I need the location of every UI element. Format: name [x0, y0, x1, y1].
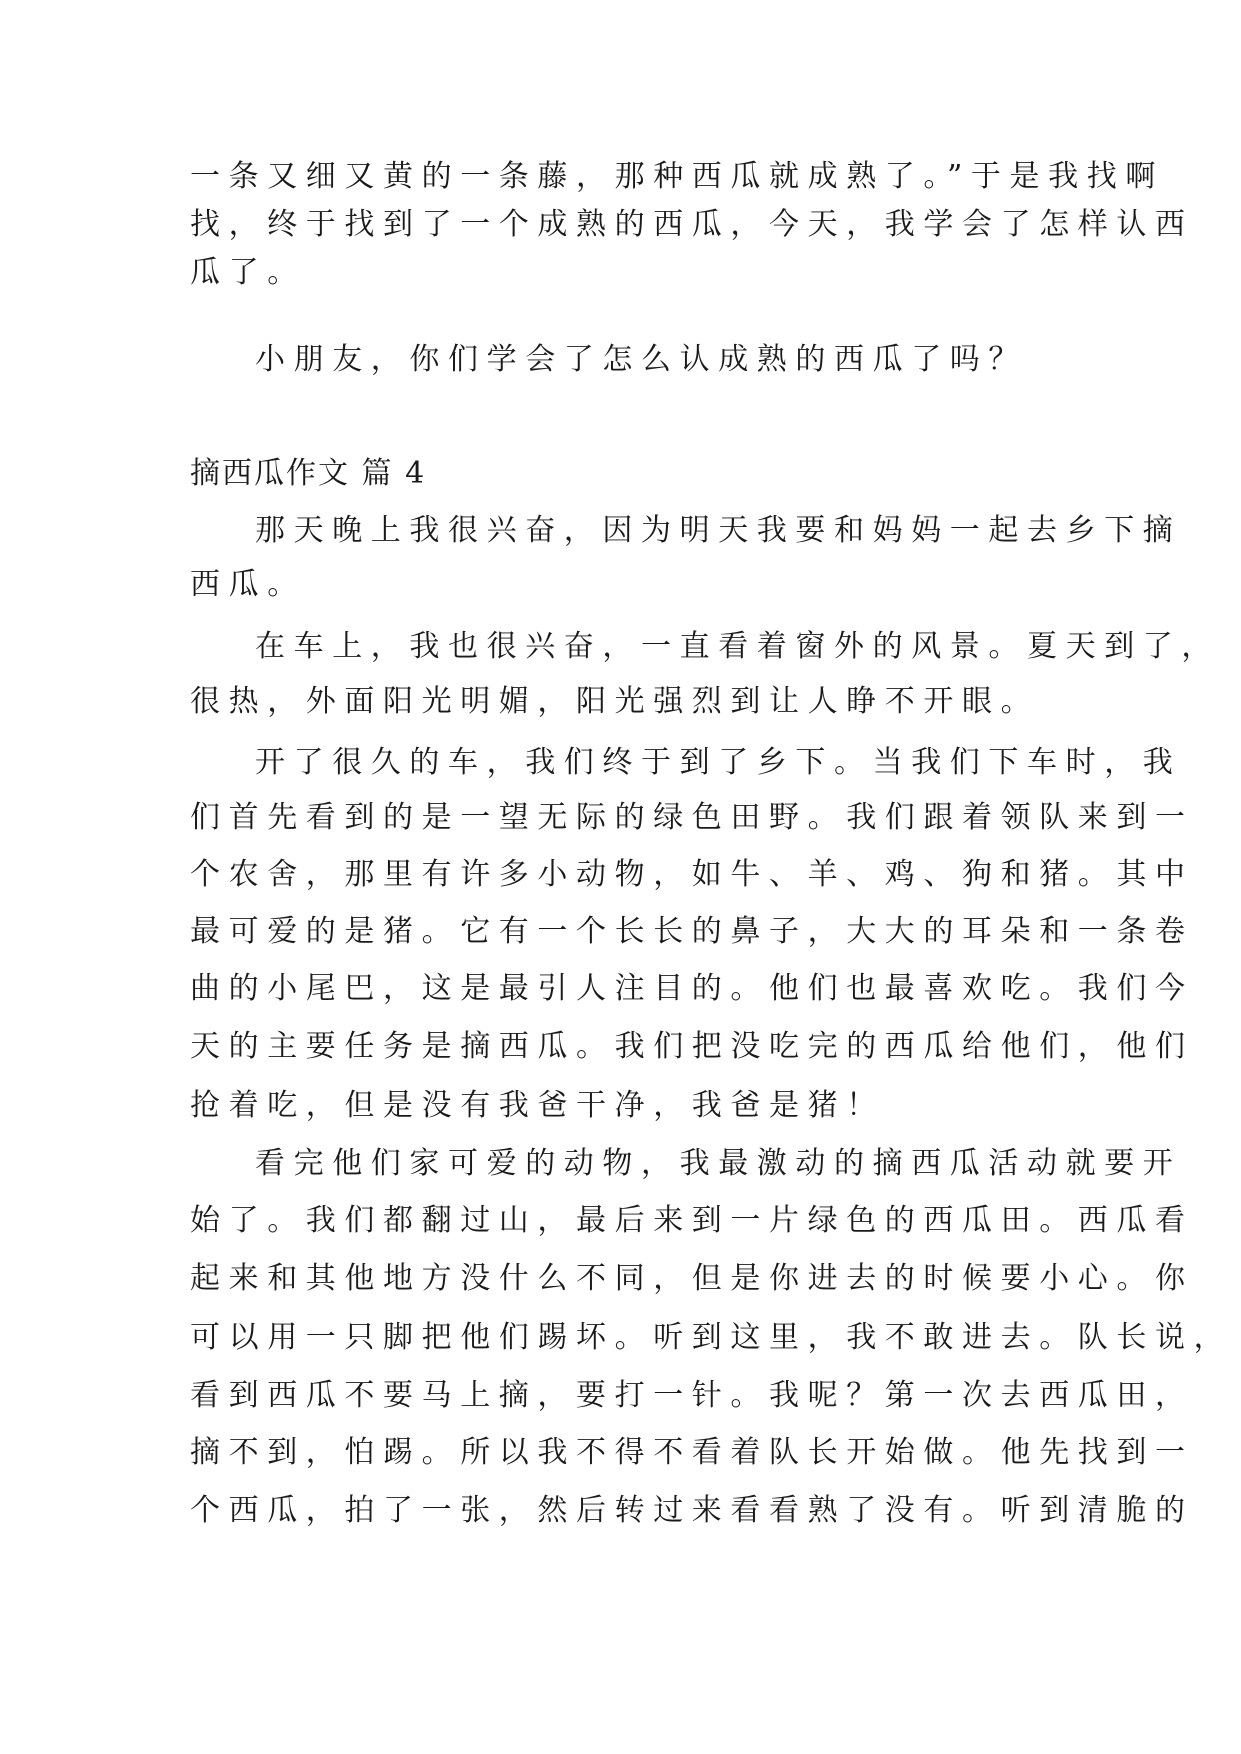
paragraph-4-line-1: 看完他们家可爱的动物，我最激动的摘西瓜活动就要开	[255, 1146, 1182, 1181]
closing-question: 小朋友，你们学会了怎么认成熟的西瓜了吗？	[255, 342, 1027, 377]
paragraph-4-line-4: 可以用一只脚把他们踢坏。听到这里，我不敢进去。队长说，	[190, 1320, 1233, 1355]
paragraph-3-line-2: 们首先看到的是一望无际的绿色田野。我们跟着领队来到一	[190, 800, 1194, 835]
paragraph-4-line-2: 始了。我们都翻过山，最后来到一片绿色的西瓜田。西瓜看	[190, 1203, 1194, 1238]
paragraph-3-line-7: 抢着吃，但是没有我爸干净，我爸是猪！	[190, 1088, 885, 1123]
paragraph-2-line-1: 在车上，我也很兴奋，一直看着窗外的风景。夏天到了，	[255, 629, 1220, 664]
paragraph-4-line-5: 看到西瓜不要马上摘，要打一针。我呢？第一次去西瓜田，	[190, 1378, 1194, 1413]
continuation-line-1: 一条又细又黄的一条藤，那种西瓜就成熟了。”于是我找啊	[190, 159, 1164, 194]
continuation-line-2: 找，终于找到了一个成熟的西瓜，今天，我学会了怎样认西	[190, 207, 1194, 242]
paragraph-4-line-6: 摘不到，怕踢。所以我不得不看着队长开始做。他先找到一	[190, 1435, 1194, 1470]
paragraph-1-line-1: 那天晚上我很兴奋，因为明天我要和妈妈一起去乡下摘	[255, 513, 1182, 548]
paragraph-3-line-1: 开了很久的车，我们终于到了乡下。当我们下车时，我	[255, 745, 1182, 780]
paragraph-2-line-2: 很热，外面阳光明媚，阳光强烈到让人睁不开眼。	[190, 684, 1040, 719]
paragraph-4-line-3: 起来和其他地方没什么不同，但是你进去的时候要小心。你	[190, 1261, 1194, 1296]
paragraph-4-line-7: 个西瓜，拍了一张，然后转过来看看熟了没有。听到清脆的	[190, 1493, 1194, 1528]
paragraph-1-line-2: 西瓜。	[190, 567, 306, 602]
continuation-line-3: 瓜了。	[190, 255, 306, 290]
paragraph-3-line-5: 曲的小尾巴，这是最引人注目的。他们也最喜欢吃。我们今	[190, 971, 1194, 1006]
paragraph-3-line-3: 个农舍，那里有许多小动物，如牛、羊、鸡、狗和猪。其中	[190, 857, 1194, 892]
paragraph-3-line-4: 最可爱的是猪。它有一个长长的鼻子，大大的耳朵和一条卷	[190, 914, 1194, 949]
section-title: 摘西瓜作文 篇 4	[190, 456, 427, 491]
paragraph-3-line-6: 天的主要任务是摘西瓜。我们把没吃完的西瓜给他们，他们	[190, 1029, 1194, 1064]
